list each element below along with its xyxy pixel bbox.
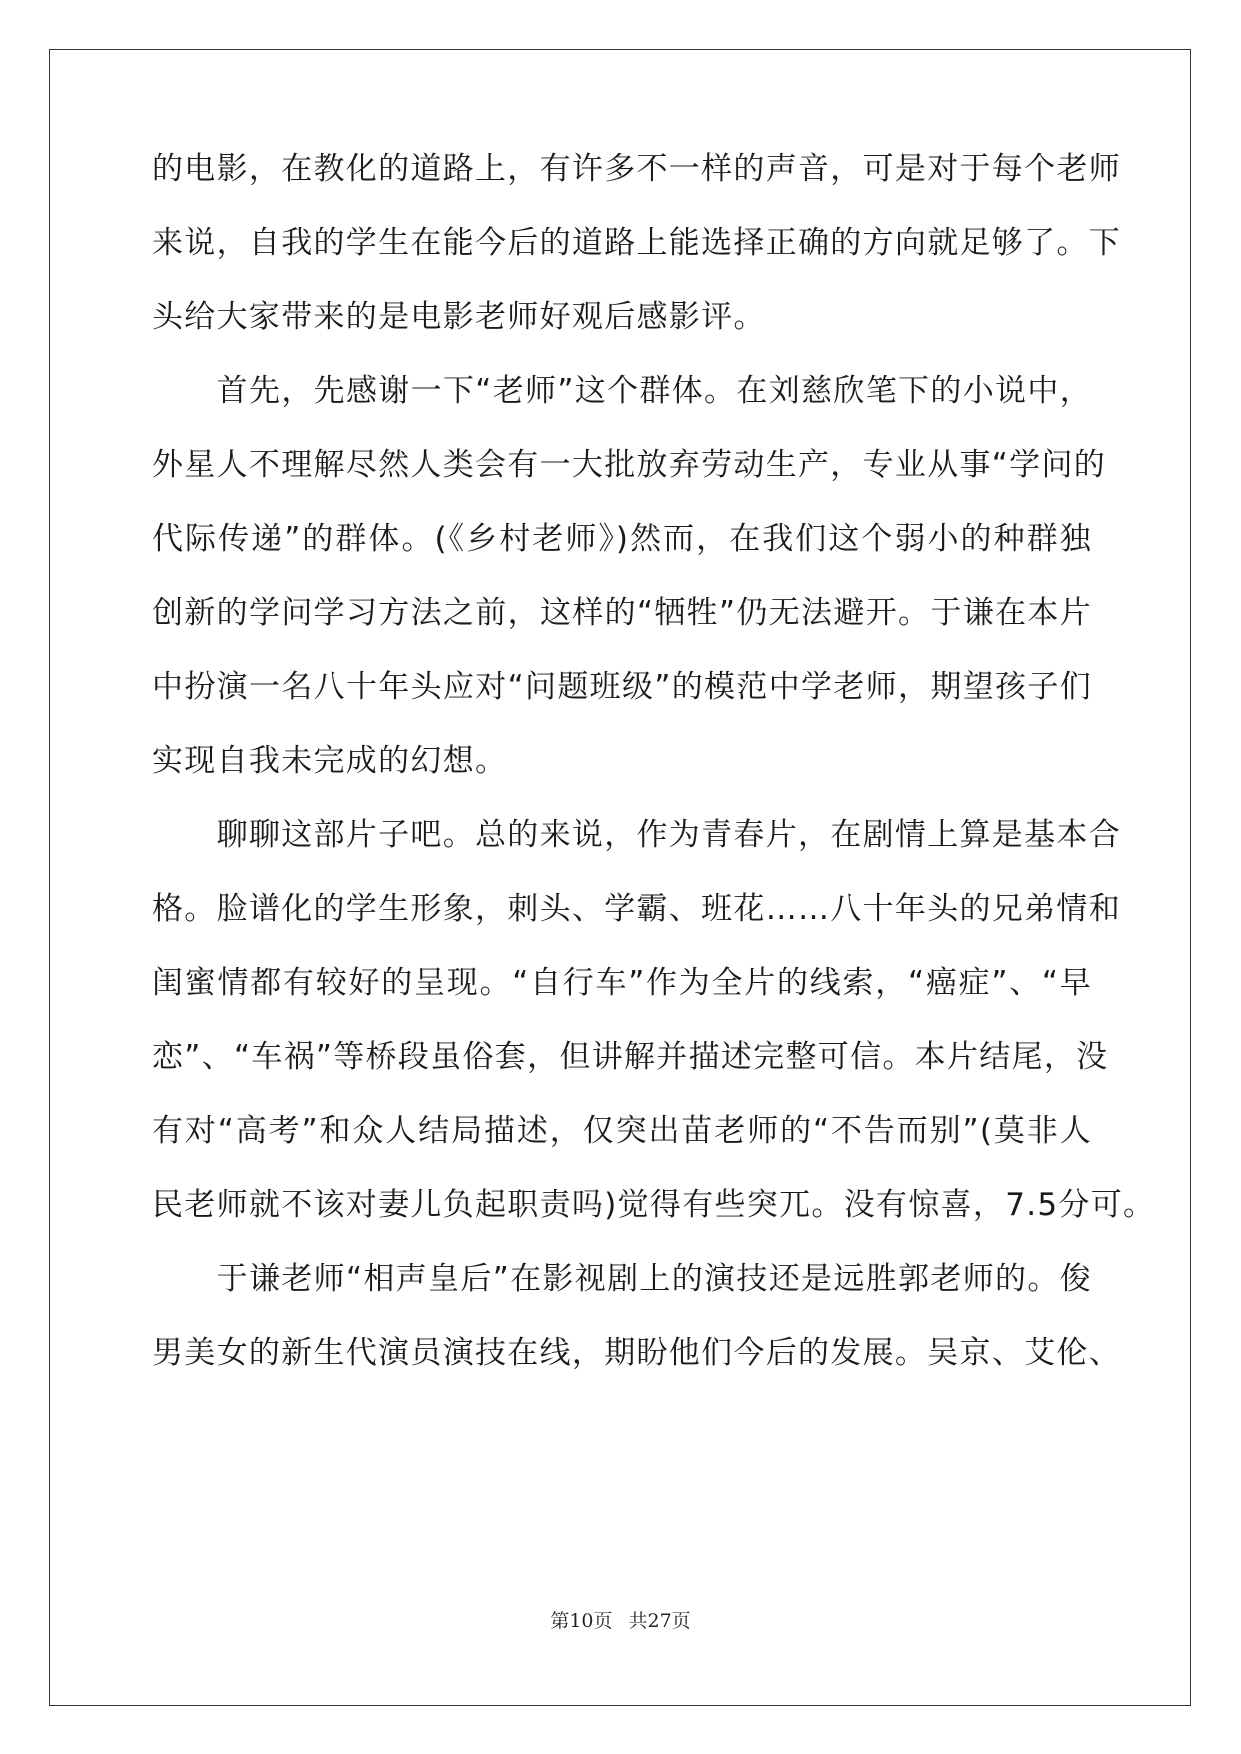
text-line: 来说，自我的学生在能今后的道路上能选择正确的方向就足够了。下 — [152, 225, 1121, 261]
page-number: 第10页 — [550, 1610, 613, 1632]
text-line: 头给大家带来的是电影老师好观后感影评。 — [152, 299, 766, 335]
text-line: 首先，先感谢一下“老师”这个群体。在刘慈欣笔下的小说中， — [152, 373, 1092, 409]
text-line: 于谦老师“相声皇后”在影视剧上的演技还是远胜郭老师的。俊 — [152, 1261, 1092, 1297]
text-line: 有对“高考”和众人结局描述，仅突出苗老师的“不告而别”(莫非人 — [152, 1113, 1092, 1149]
text-line: 闺蜜情都有较好的呈现。“自行车”作为全片的线索，“癌症”、“早 — [152, 965, 1092, 1001]
text-line: 中扮演一名八十年头应对“问题班级”的模范中学老师，期望孩子们 — [152, 669, 1092, 705]
page-total: 共27页 — [628, 1610, 691, 1632]
text-line: 的电影，在教化的道路上，有许多不一样的声音，可是对于每个老师 — [152, 151, 1121, 187]
text-line: 民老师就不该对妻儿负起职责吗)觉得有些突兀。没有惊喜，7.5分可。 — [152, 1187, 1156, 1223]
text-line: 实现自我未完成的幻想。 — [152, 743, 508, 779]
text-line: 恋”、“车祸”等桥段虽俗套，但讲解并描述完整可信。本片结尾，没 — [152, 1039, 1109, 1075]
text-line: 男美女的新生代演员演技在线，期盼他们今后的发展。吴京、艾伦、 — [152, 1335, 1121, 1371]
text-line: 外星人不理解尽然人类会有一大批放弃劳动生产，专业从事“学问的 — [152, 447, 1107, 483]
text-line: 代际传递”的群体。(《乡村老师》)然而，在我们这个弱小的种群独 — [152, 521, 1092, 557]
text-line: 聊聊这部片子吧。总的来说，作为青春片，在剧情上算是基本合 — [152, 817, 1121, 853]
text-line: 创新的学问学习方法之前，这样的“牺牲”仍无法避开。于谦在本片 — [152, 595, 1092, 631]
text-line: 格。脸谱化的学生形象，刺头、学霸、班花……八十年头的兄弟情和 — [152, 891, 1121, 927]
page-footer — [0, 1606, 1241, 1633]
